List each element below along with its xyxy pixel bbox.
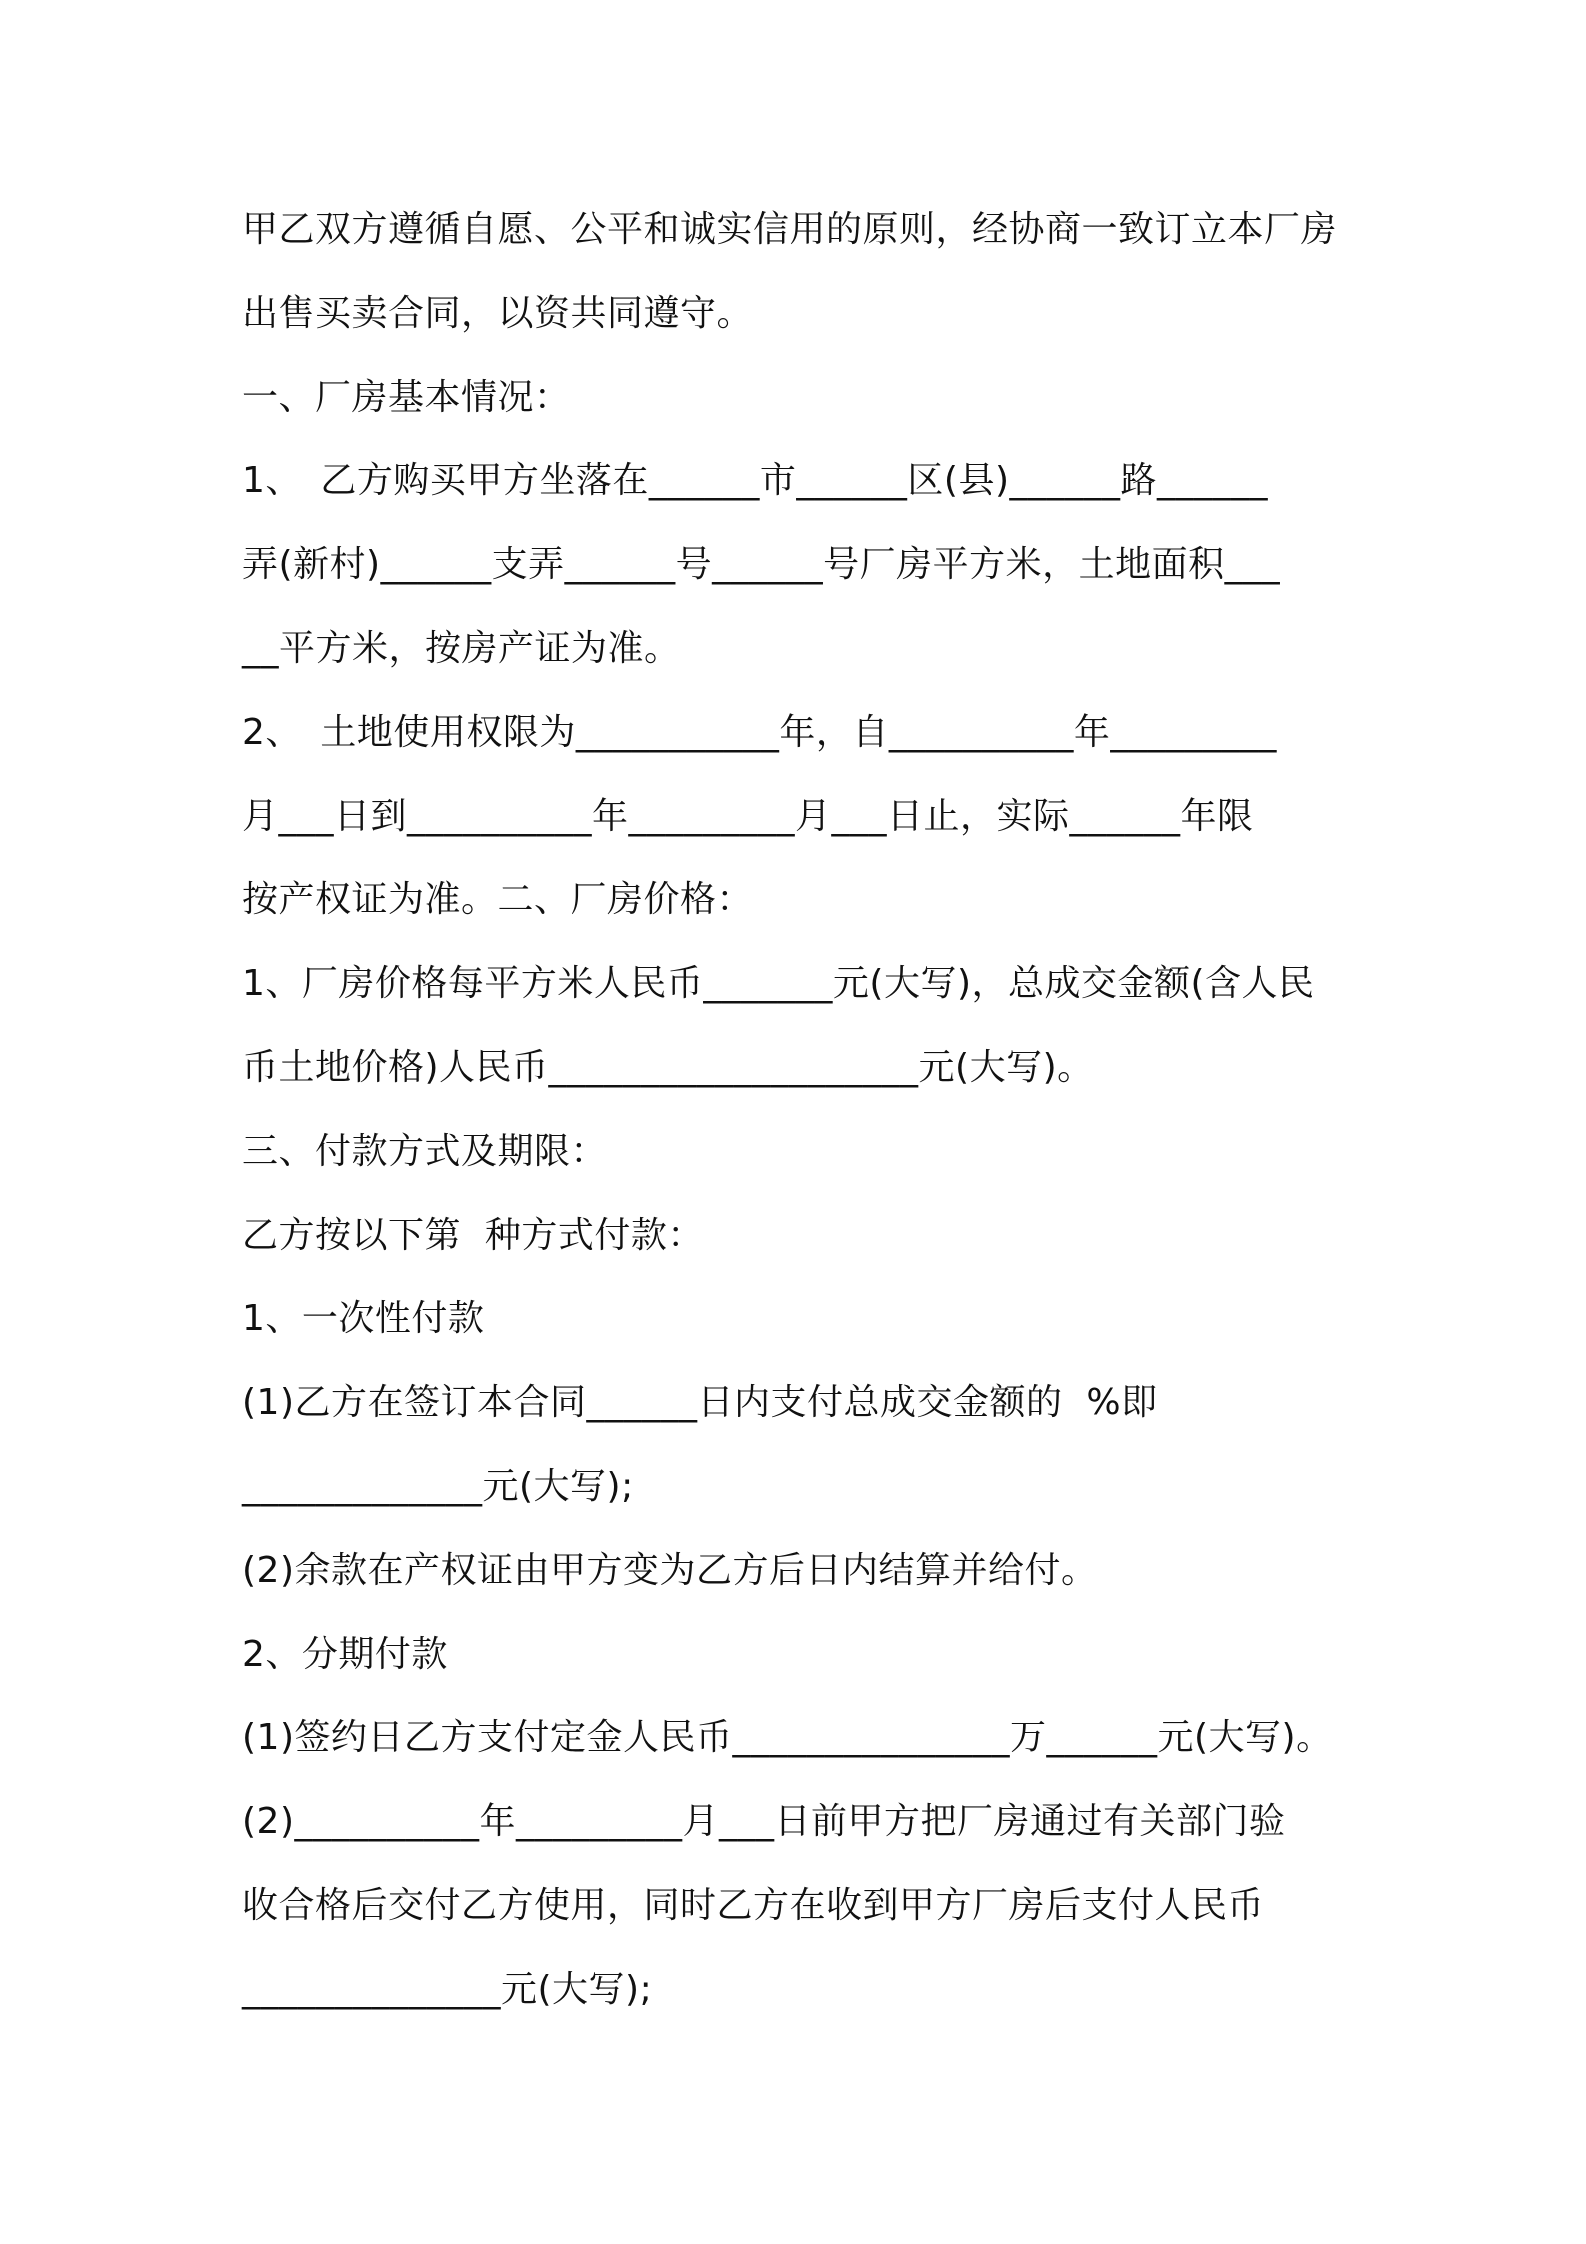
payment-option-2: 2、分期付款 xyxy=(242,1634,448,1675)
clause-1-2-line-2: 月___日到__________年_________月___日止，实际______年限 xyxy=(242,796,1254,837)
payment-option-2-item-2-line-2: 收合格后交付乙方使用，同时乙方在收到甲方厂房后支付人民币 xyxy=(242,1885,1265,1926)
paragraph-line-1: 甲乙双方遵循自愿、公平和诚实信用的原则，经协商一致订立本厂房 xyxy=(242,209,1338,250)
payment-option-2-item-2-line-1: (2)__________年_________月___日前甲方把厂房通过有关部门验 xyxy=(242,1801,1286,1842)
clause-2-1-line-1: 1、厂房价格每平方米人民币_______元(大写)，总成交金额(含人民 xyxy=(242,963,1315,1004)
payment-option-2-item-1: (1)签约日乙方支付定金人民币_______________万______元(大写)。 xyxy=(242,1717,1333,1758)
clause-1-1-line-3: __平方米，按房产证为准。 xyxy=(242,628,681,669)
payment-option-1-item-1-line-1: (1)乙方在签订本合同______日内支付总成交金额的 %即 xyxy=(242,1382,1158,1423)
clause-1-1-line-1: 1、 乙方购买甲方坐落在______市______区(县)______路______ xyxy=(242,460,1268,501)
clause-1-2-line-1: 2、 土地使用权限为___________年，自__________年_________ xyxy=(242,712,1277,753)
payment-option-2-item-2-line-3: ______________元(大写); xyxy=(242,1969,653,2010)
clause-1-1-line-2: 弄(新村)______支弄______号______号厂房平方米，土地面积___ xyxy=(242,544,1281,585)
payment-method-line: 乙方按以下第 种方式付款： xyxy=(242,1215,704,1256)
payment-option-1-item-2: (2)余款在产权证由甲方变为乙方后日内结算并给付。 xyxy=(242,1550,1098,1591)
payment-option-1-item-1-line-2: _____________元(大写); xyxy=(242,1466,634,1507)
paragraph-line-2: 出售买卖合同，以资共同遵守。 xyxy=(242,293,754,334)
section-heading-1: 一、厂房基本情况： xyxy=(242,377,571,418)
clause-2-1-line-2: 币土地价格)人民币____________________元(大写)。 xyxy=(242,1047,1094,1088)
clause-1-2-line-3: 按产权证为准。二、厂房价格： xyxy=(242,879,754,920)
section-heading-3: 三、付款方式及期限： xyxy=(242,1131,608,1172)
payment-option-1: 1、一次性付款 xyxy=(242,1298,485,1339)
